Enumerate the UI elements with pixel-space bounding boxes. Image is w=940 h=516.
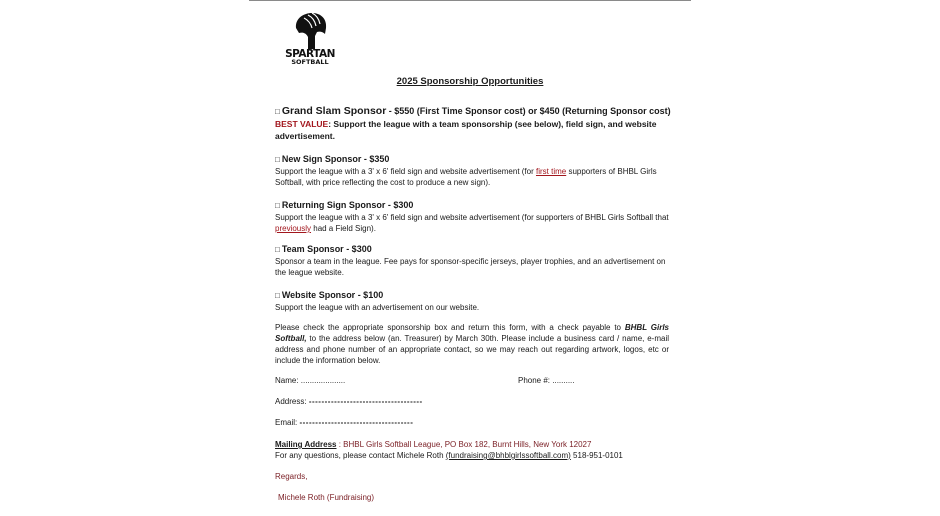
instructions-paragraph xyxy=(275,322,669,366)
payee-name: BHBL Girls Softball, xyxy=(275,323,670,343)
website-heading xyxy=(275,289,675,302)
instructions-a: Please check the appropriate sponsorship box and return this form, with a check payable to xyxy=(275,323,625,332)
instructions-b: to the address below (an. Treasurer) by March 30th. Please include a business card / name, e-mail address and phone number of an appropriate contact, so we may reach out regarding artwork, logos, etc or include the information below. xyxy=(275,334,669,365)
name-label: Name: xyxy=(275,376,299,385)
new-sign-checkbox[interactable]: □ xyxy=(275,155,280,164)
first-time-emphasis: first time xyxy=(535,167,567,176)
returning-sign-section xyxy=(275,199,675,234)
best-value-label: BEST VALUE xyxy=(275,119,329,129)
website-title: Website Sponsor - $100 xyxy=(281,290,384,300)
name-field[interactable] xyxy=(275,375,345,386)
team-heading xyxy=(275,243,675,256)
best-value-text: : Support the league with a team sponsorship (see below), field sign, and website advertisement. xyxy=(275,119,657,141)
phone-line: .......... xyxy=(552,376,575,385)
top-border xyxy=(249,0,691,1)
logo-text-softball: SOFTBALL xyxy=(291,58,329,66)
mailing-address-text: BHBL Girls Softball League, PO Box 182, Burnt Hills, New York 12027 xyxy=(343,440,592,449)
team-title: Team Sponsor - $300 xyxy=(281,244,372,254)
signature: Michele Roth (Fundraising) xyxy=(278,493,375,502)
contact-email-link[interactable]: (fundraising@bhblgirlssoftball.com) xyxy=(445,451,571,460)
new-sign-section xyxy=(275,153,675,188)
returning-sign-desc-a: Support the league with a 3' x 6' field sign and website advertisement (for supporters of BHBL Girls Softball that xyxy=(275,213,669,222)
questions-text: For any questions, please contact Michele Roth xyxy=(275,451,446,460)
phone-label: Phone #: xyxy=(518,376,551,385)
new-sign-title: New Sign Sponsor - $350 xyxy=(281,154,390,164)
name-line: .................... xyxy=(300,376,346,385)
email-line: ------------------------------------ xyxy=(299,418,414,427)
team-checkbox[interactable]: □ xyxy=(275,245,280,254)
phone-field[interactable] xyxy=(518,375,575,386)
spartan-logo xyxy=(282,12,338,70)
new-sign-desc-b: supporters of BHBL Girls Softball, with price reflecting the cost to produce a new sign). xyxy=(275,167,657,187)
spartan-helmet-icon xyxy=(290,12,330,50)
mailing-address xyxy=(275,439,695,450)
returning-sign-checkbox[interactable]: □ xyxy=(275,201,280,210)
logo-text-spartan: SPARTAN xyxy=(285,48,335,60)
grand-slam-heading xyxy=(275,105,675,118)
contact-phone: 518-951-0101 xyxy=(570,451,623,460)
new-sign-description xyxy=(275,166,675,188)
team-description: Sponsor a team in the league. Fee pays for sponsor-specific jerseys, player trophies, and an advertisement on the league website. xyxy=(275,257,666,277)
team-section xyxy=(275,243,675,278)
address-field[interactable] xyxy=(275,396,423,407)
grand-slam-best-value xyxy=(275,118,675,142)
mailing-separator: : xyxy=(336,440,344,449)
returning-sign-title: Returning Sign Sponsor - $300 xyxy=(281,200,414,210)
regards: Regards, xyxy=(275,472,308,481)
address-line: ------------------------------------ xyxy=(308,397,423,406)
returning-sign-heading xyxy=(275,199,675,212)
grand-slam-checkbox[interactable]: □ xyxy=(275,107,280,116)
new-sign-heading xyxy=(275,153,675,166)
questions-line xyxy=(275,450,695,461)
mailing-label: Mailing Address xyxy=(275,440,337,449)
grand-slam-name: Grand Slam Sponsor xyxy=(281,105,387,117)
website-description: Support the league with an advertisement on our website. xyxy=(275,303,480,312)
previously-emphasis: previously xyxy=(275,224,312,233)
returning-sign-description xyxy=(275,212,675,234)
address-label: Address: xyxy=(275,397,307,406)
email-label: Email: xyxy=(275,418,298,427)
grand-slam-price: - $550 (First Time Sponsor cost) or $450 (Returning Sponsor cost) xyxy=(386,106,671,116)
website-section xyxy=(275,289,675,313)
page-title: 2025 Sponsorship Opportunities xyxy=(396,76,544,87)
website-checkbox[interactable]: □ xyxy=(275,291,280,300)
returning-sign-desc-b: had a Field Sign). xyxy=(311,224,376,233)
email-field[interactable] xyxy=(275,417,413,428)
new-sign-desc-a: Support the league with a 3' x 6' field sign and website advertisement (for xyxy=(275,167,536,176)
grand-slam-section xyxy=(275,105,675,142)
